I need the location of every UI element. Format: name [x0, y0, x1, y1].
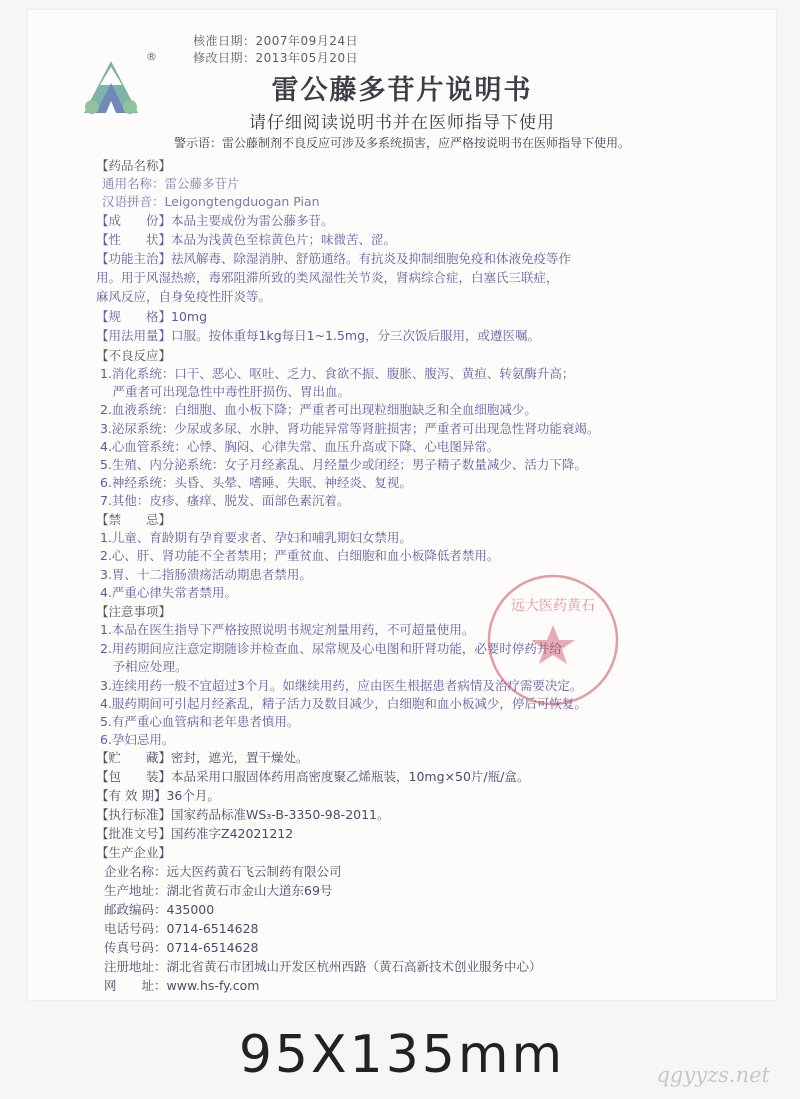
indications-line-3: 麻风反应，自身免疫性肝炎等。: [96, 289, 272, 304]
adverse-item: 5.生殖、内分泌系统：女子月经紊乱、月经量少或闭经；男子精子数量减少、活力下降。: [100, 457, 587, 472]
precaution-item: 5.有严重心血管病和老年患者慎用。: [100, 714, 300, 729]
fax: 传真号码：0714-6514628: [104, 940, 259, 955]
adverse-item: 严重者可出现急性中毒性肝损伤、胃出血。: [100, 384, 351, 399]
precaution-item: 3.连续用药一般不宜超过3个月。如继续用药，应由医生根据患者病情及治疗需要决定。: [100, 678, 583, 693]
contraindication-item: 4.严重心律失常者禁用。: [100, 585, 237, 600]
pinyin-name: 汉语拼音：Leigongtengduogan Pian: [102, 194, 320, 209]
precaution-item: 2.用药期间应注意定期随诊并检查血、尿常规及心电图和肝肾功能，必要时停药并给: [100, 641, 562, 656]
adverse-item: 3.泌尿系统：少尿或多尿、水肿、肾功能异常等肾脏损害；严重者可出现急性肾功能衰竭。: [100, 421, 600, 436]
drug-name-heading: 【药品名称】: [96, 158, 172, 173]
adverse-item: 6.神经系统：头昏、头晕、嗜睡、失眠、神经炎、复视。: [100, 475, 412, 490]
stamp-text: 远大医药黄石: [511, 598, 595, 614]
indications-line-1: 【功能主治】祛风解毒、除湿消肿、舒筋通络。有抗炎及抑制细胞免疫和体液免疫等作: [96, 251, 572, 266]
generic-name: 通用名称：雷公藤多苷片: [102, 176, 240, 191]
size-label: 95X135mm: [238, 1025, 566, 1085]
adverse-heading: 【不良反应】: [96, 348, 172, 363]
document-subtitle: 请仔细阅读说明书并在医师指导下使用: [249, 113, 555, 133]
site-watermark: qgyyzs.net: [656, 1063, 770, 1087]
validity: 【有 效 期】36个月。: [96, 788, 220, 803]
postcode: 邮政编码：435000: [104, 902, 215, 917]
contraindications-heading: 【禁 忌】: [96, 512, 172, 527]
specification: 【规 格】10mg: [96, 309, 208, 324]
warning-text: 警示语：雷公藤制剂不良反应可涉及多系统损害，应严格按说明书在医师指导下使用。: [173, 136, 630, 150]
storage: 【贮 藏】密封，遮光，置干燥处。: [96, 750, 309, 765]
usage-dosage: 【用法用量】口服。按体重每1kg每日1~1.5mg，分三次饭后服用，或遵医嘱。: [96, 328, 541, 343]
precautions-heading: 【注意事项】: [96, 604, 172, 619]
registered-address: 注册地址：湖北省黄石市团城山开发区杭州西路（黄石高新技术创业服务中心）: [104, 959, 542, 974]
phone: 电话号码：0714-6514628: [104, 921, 259, 936]
website: 网 址：www.hs-fy.com: [104, 978, 260, 993]
adverse-item: 2.血液系统：白细胞、血小板下降；严重者可出现粒细胞缺乏和全血细胞减少。: [100, 402, 537, 417]
approval-date: 核准日期：2007年09月24日: [193, 34, 359, 48]
company-seal-stamp: [483, 570, 623, 710]
company-name: 企业名称：远大医药黄石飞云制药有限公司: [104, 864, 342, 879]
contraindication-item: 1.儿童、育龄期有孕育要求者、孕妇和哺乳期妇女禁用。: [100, 530, 412, 545]
manufacturer-heading: 【生产企业】: [96, 845, 172, 860]
precaution-item: 1.本品在医生指导下严格按照说明书规定剂量用药，不可超量使用。: [100, 622, 475, 637]
adverse-item: 4.心血管系统：心悸、胸闷、心律失常、血压升高或下降、心电图异常。: [100, 439, 500, 454]
description: 【性 状】本品为浅黄色至棕黄色片；味微苦、涩。: [96, 232, 397, 247]
revision-date: 修改日期：2013年05月20日: [193, 51, 359, 65]
adverse-item: 7.其他：皮疹、瘙痒、脱发、面部色素沉着。: [100, 493, 350, 508]
production-address: 生产地址：湖北省黄石市金山大道东69号: [104, 883, 333, 898]
contraindication-item: 3.胃、十二指肠溃疡活动期患者禁用。: [100, 567, 312, 582]
precaution-item: 予相应处理。: [100, 659, 188, 674]
registered-mark: ®: [146, 50, 157, 63]
approval-number: 【批准文号】国药准字Z42021212: [96, 826, 294, 841]
precaution-item: 6.孕妇忌用。: [100, 732, 175, 747]
indications-line-2: 用。用于风湿热瘀，毒邪阻滞所致的类风湿性关节炎，肾病综合症，白塞氏三联症，: [96, 270, 559, 285]
adverse-item: 1.消化系统：口干、恶心、呕吐、乏力、食欲不振、腹胀、腹泻、黄疸、转氨酶升高；: [100, 366, 575, 381]
contraindication-item: 2.心、肝、肾功能不全者禁用；严重贫血、白细胞和血小板降低者禁用。: [100, 548, 500, 563]
precaution-item: 4.服药期间可引起月经紊乱，精子活力及数目减少，白细胞和血小板减少，停后可恢复。: [100, 696, 587, 711]
standard: 【执行标准】国家药品标准WS₃-B-3350-98-2011。: [96, 807, 390, 822]
document-title: 雷公藤多苷片说明书: [271, 75, 533, 106]
package: 【包 装】本品采用口服固体药用高密度聚乙烯瓶装，10mg×50片/瓶/盒。: [96, 769, 530, 784]
composition: 【成 份】本品主要成份为雷公藤多苷。: [96, 213, 334, 228]
